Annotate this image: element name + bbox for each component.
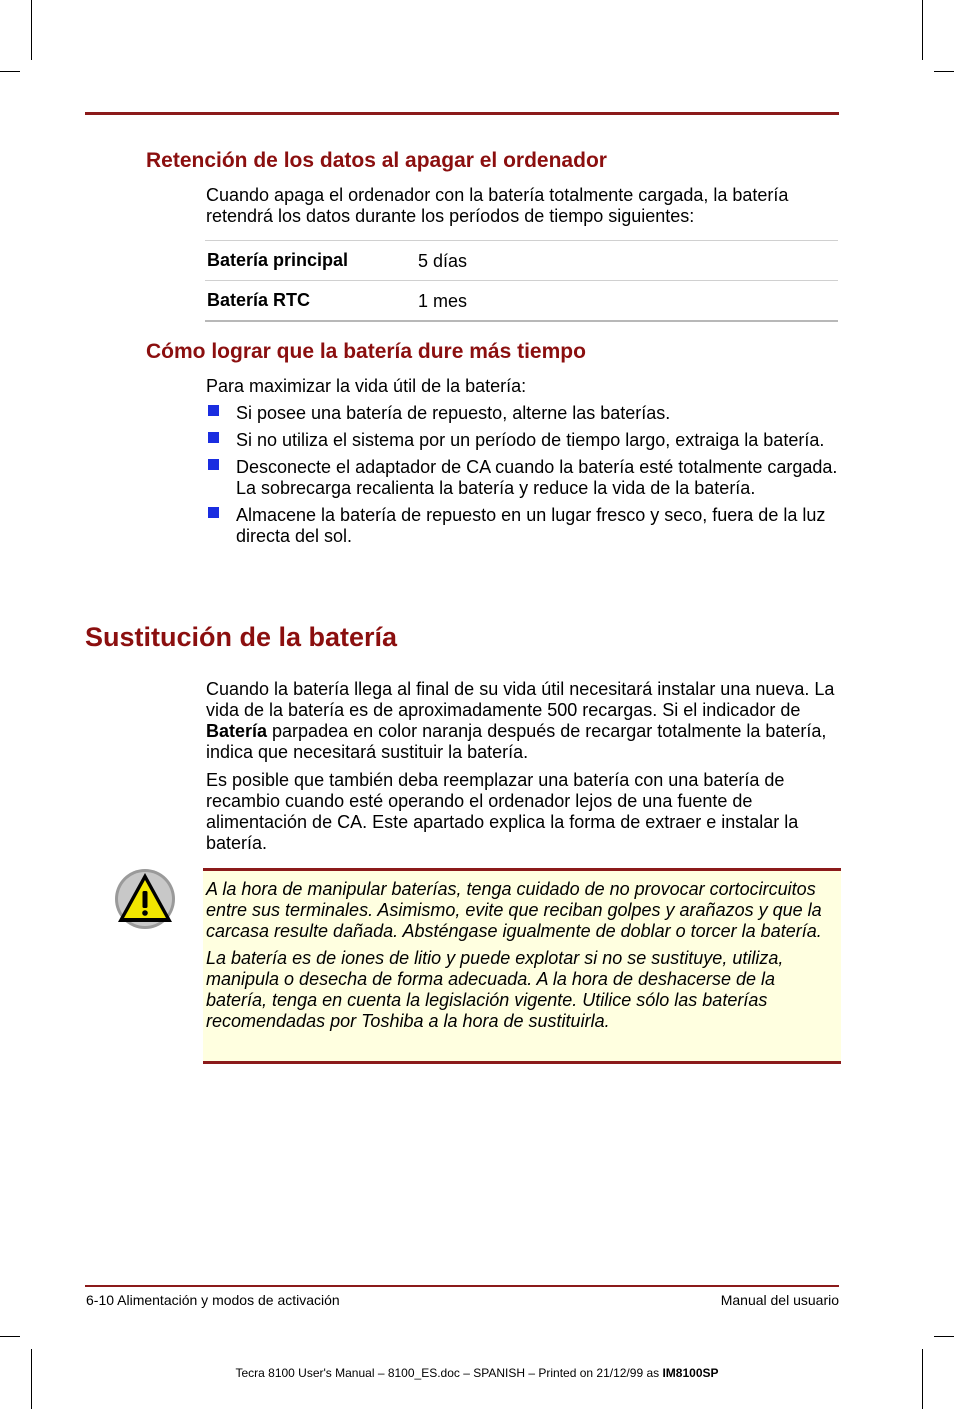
table-row <box>205 241 838 281</box>
replacement-para-2: Es posible que también deba reemplazar una batería con una batería de recambio cuando esté operando el ordenador lejos de una fuente de alimentación de CA. Este apartado explica la forma de extraer e instalar la batería. <box>206 770 799 853</box>
crop-mark <box>922 0 923 60</box>
header-rule <box>85 112 839 115</box>
list-item <box>206 505 841 547</box>
footer-rule <box>85 1285 839 1287</box>
table-value: 1 mes <box>418 291 468 311</box>
section-heading-retention: Retención de los datos al apagar el ordenador <box>146 149 607 172</box>
crop-mark <box>0 71 20 72</box>
list-item-text: Desconecte el adaptador de CA cuando la batería esté totalmente cargada. La sobrecarga recalienta la batería y reduce la vida de la batería. <box>236 457 838 498</box>
battery-life-intro: Para maximizar la vida útil de la batería: <box>206 376 527 396</box>
battery-tips-list <box>206 403 841 553</box>
table-label: Batería principal <box>207 250 349 270</box>
list-item <box>206 457 841 499</box>
table-value: 5 días <box>418 251 468 271</box>
print-line-text: Tecra 8100 User's Manual – 8100_ES.doc – SPANISH – Printed on 21/12/99 as <box>235 1366 663 1380</box>
bullet-square-icon <box>208 459 219 470</box>
print-line <box>0 1366 954 1380</box>
list-item <box>206 403 841 424</box>
section-heading-battery-life: Cómo lograr que la batería dure más tiempo <box>146 340 586 363</box>
crop-mark <box>0 1336 20 1337</box>
table-row <box>205 281 838 322</box>
replacement-text: Cuando la batería llega al final de su vida útil necesitará instalar una nueva. La vida de la batería es de aproximadamente 500 recargas. Si el indicador de <box>206 679 835 720</box>
list-item-text: Almacene la batería de repuesto en un lugar fresco y seco, fuera de la luz directa del sol. <box>236 505 826 546</box>
bullet-square-icon <box>208 432 219 443</box>
warning-text: La batería es de iones de litio y puede explotar si no se sustituye, utiliza, manipula o desecha de forma adecuada. A la hora de deshacerse de la batería, tenga en cuenta la legislación vigente. Utilice sólo las baterías recomendadas por Toshiba a la hora de sustituirla. <box>206 948 784 1031</box>
battery-indicator-label: Batería <box>206 721 268 741</box>
list-item-text: Si no utiliza el sistema por un período de tiempo largo, extraiga la batería. <box>236 430 825 450</box>
crop-mark <box>934 71 954 72</box>
list-item-text: Si posee una batería de repuesto, alterne las baterías. <box>236 403 671 423</box>
crop-mark <box>31 0 32 60</box>
crop-mark <box>934 1336 954 1337</box>
retention-table <box>205 240 838 322</box>
replacement-para-1 <box>206 679 841 763</box>
bullet-square-icon <box>208 405 219 416</box>
footer-left: 6-10 Alimentación y modos de activación <box>86 1292 340 1308</box>
warning-box <box>203 868 841 1064</box>
print-line-code: IM8100SP <box>662 1366 719 1380</box>
warning-triangle-icon <box>114 868 176 930</box>
table-label: Batería RTC <box>207 290 311 310</box>
footer-right: Manual del usuario <box>720 1292 839 1308</box>
section-heading-replacement: Sustitución de la batería <box>85 622 398 652</box>
retention-intro: Cuando apaga el ordenador con la batería totalmente cargada, la batería retendrá los datos durante los períodos de tiempo siguientes: <box>206 185 789 226</box>
list-item <box>206 430 841 451</box>
bullet-square-icon <box>208 507 219 518</box>
warning-text: A la hora de manipular baterías, tenga cuidado de no provocar cortocircuitos entre sus terminales. Asimismo, evite que reciban golpes y arañazos y que la carcasa resulte dañada. Absténgase igualmente de doblar o torcer la batería. <box>206 879 822 941</box>
replacement-text: parpadea en color naranja después de recargar totalmente la batería, indica que necesitará sustituir la batería. <box>206 721 827 762</box>
